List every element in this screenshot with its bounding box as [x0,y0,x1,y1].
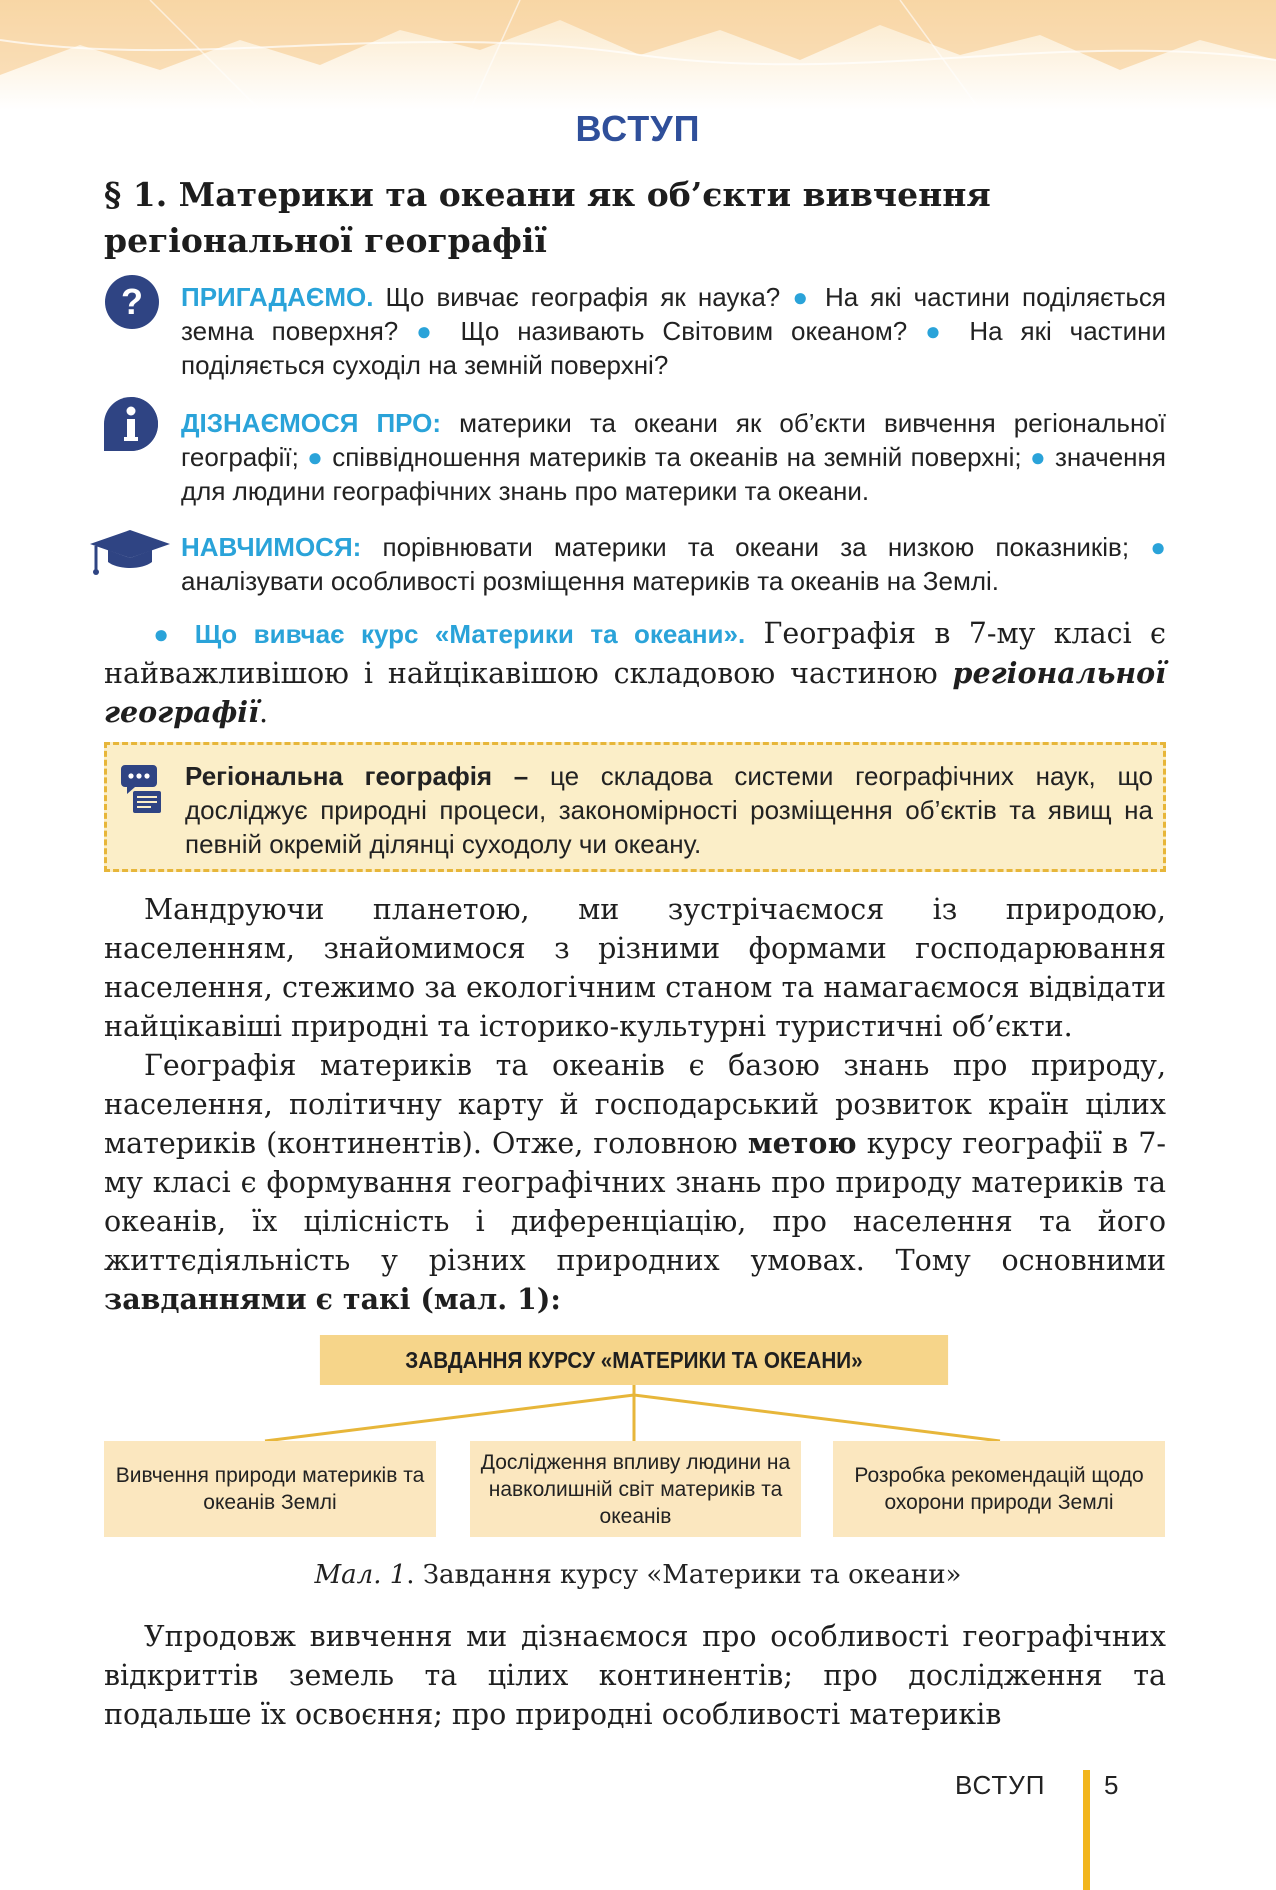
recall-q4: На які частини поділяється суходіл на земній поверхні? [181,316,1166,380]
skills-block [181,530,1166,598]
diagram-box-2: Дослідження впливу людини на навколишній світ материків та океанів [470,1441,801,1537]
caption-label: Мал. 1 [314,1560,407,1590]
diagram-title: ЗАВДАННЯ КУРСУ «МАТЕРИКИ ТА ОКЕАНИ» [320,1335,948,1385]
bullet-dot: ● [1029,442,1047,472]
footer-section-label: ВСТУП [955,1770,1046,1800]
intro-lead: ● Що вивчає курс «Материки та океани». [144,619,746,649]
bullet-dot: ● [307,442,324,472]
body-paragraph-3: Упродовж вивчення ми дізнаємося про особливості географічних відкриттів земель та цілих континентів; про дослідження та подальше їх освоєння; про природні особливості материків [104,1620,1166,1731]
paragraph-title [104,172,1184,264]
intro-paragraph [104,614,1166,732]
body-paragraphs [104,890,1166,1319]
diagram-box-1: Вивчення природи материків та океанів Землі [104,1441,436,1537]
figure-caption [0,1560,1276,1590]
paragraph-title-line1: § 1. Материки та океани як об’єкти вивчення [104,175,991,214]
recall-block [181,280,1166,382]
learn-about-block [181,406,1166,508]
body-bold-tasks: завданнями [104,1282,307,1316]
section-title: ВСТУП [575,108,701,149]
bullet-dot: ● [792,282,813,312]
footer-bar [1083,1770,1090,1890]
diagram-box-3: Розробка рекомендацій щодо охорони природи Землі [833,1441,1165,1537]
bullet-dot: ● [416,316,443,346]
book-chat-icon [121,761,169,815]
body-paragraph-2: Географія материків та океанів є базою знань про природу, населення, політичну карту й господарський розвиток країн цілих материків (континентів). Отже, головною метою курсу географії в 7-му класі є формування географічних знань про природу материків та океанів, їх цілісність і диференціацію, про населення та його життєдіяльність у різних природних умовах. Тому основними завданнями є такі (мал. 1): [104,1049,1167,1316]
map-banner [0,0,1276,110]
intro-end: . [258,696,269,729]
definition-body: це складова системи географічних наук, що досліджує природні процеси, закономірності розміщення об’єктів та явищ на певній окремій ділянці суходолу чи океану. [185,761,1154,859]
body-bold-goal: метою [747,1126,857,1160]
skills-lead: НАВЧИМОСЯ: [181,532,362,562]
bullet-dot: ● [925,316,952,346]
page-number: 5 [1104,1770,1119,1800]
learn-about-lead: ДІЗНАЄМОСЯ ПРО: [181,408,442,438]
recall-lead: ПРИГАДАЄМО. [181,282,374,312]
course-tasks-diagram [0,1335,1276,1550]
body-paragraph-3-wrap [104,1617,1166,1734]
intro-term: регіональної географії [104,656,1166,729]
skills-item2: аналізувати особливості розміщення материків та океанів на Землі. [181,566,999,596]
graduation-cap-icon [88,528,172,578]
definition-text [185,759,1153,861]
skills-item1: порівнювати материки та океани за низкою показників; [382,532,1130,562]
recall-q3: Що називають Світовим океаном? [460,316,908,346]
bullet-dot: ● [1150,532,1166,562]
learn-about-item1: материки та океани як об’єкти вивчення регіональної географії; [181,408,1166,472]
recall-q1: Що вивчає географія як наука? [385,282,781,312]
info-icon [102,395,160,453]
question-icon [104,274,160,330]
body-paragraph-1: Мандруючи планетою, ми зустрічаємося із природою, населенням, знайомимося з різними формами господарювання населення, стежимо за екологічним станом та намагаємося відвідати найцікавіші природні та історико-культурні туристичні об’єкти. [104,893,1166,1043]
learn-about-item3: значення для людини географічних знань про материки та океани. [181,442,1166,506]
svg-text:?: ? [121,281,143,322]
definition-box [104,742,1166,872]
recall-q2: На які частини поділяється земна поверхня? [181,282,1166,346]
caption-text: . Завдання курсу «Материки та океани» [406,1560,962,1590]
learn-about-item2: співвідношення материків та океанів на земній поверхні; [332,442,1022,472]
paragraph-title-line2: регіональної географії [104,221,547,260]
definition-term: Регіональна географія – [185,761,529,791]
intro-text: Географія в 7-му класі є найважливішою і найцікавішою складовою частиною [104,617,1166,690]
